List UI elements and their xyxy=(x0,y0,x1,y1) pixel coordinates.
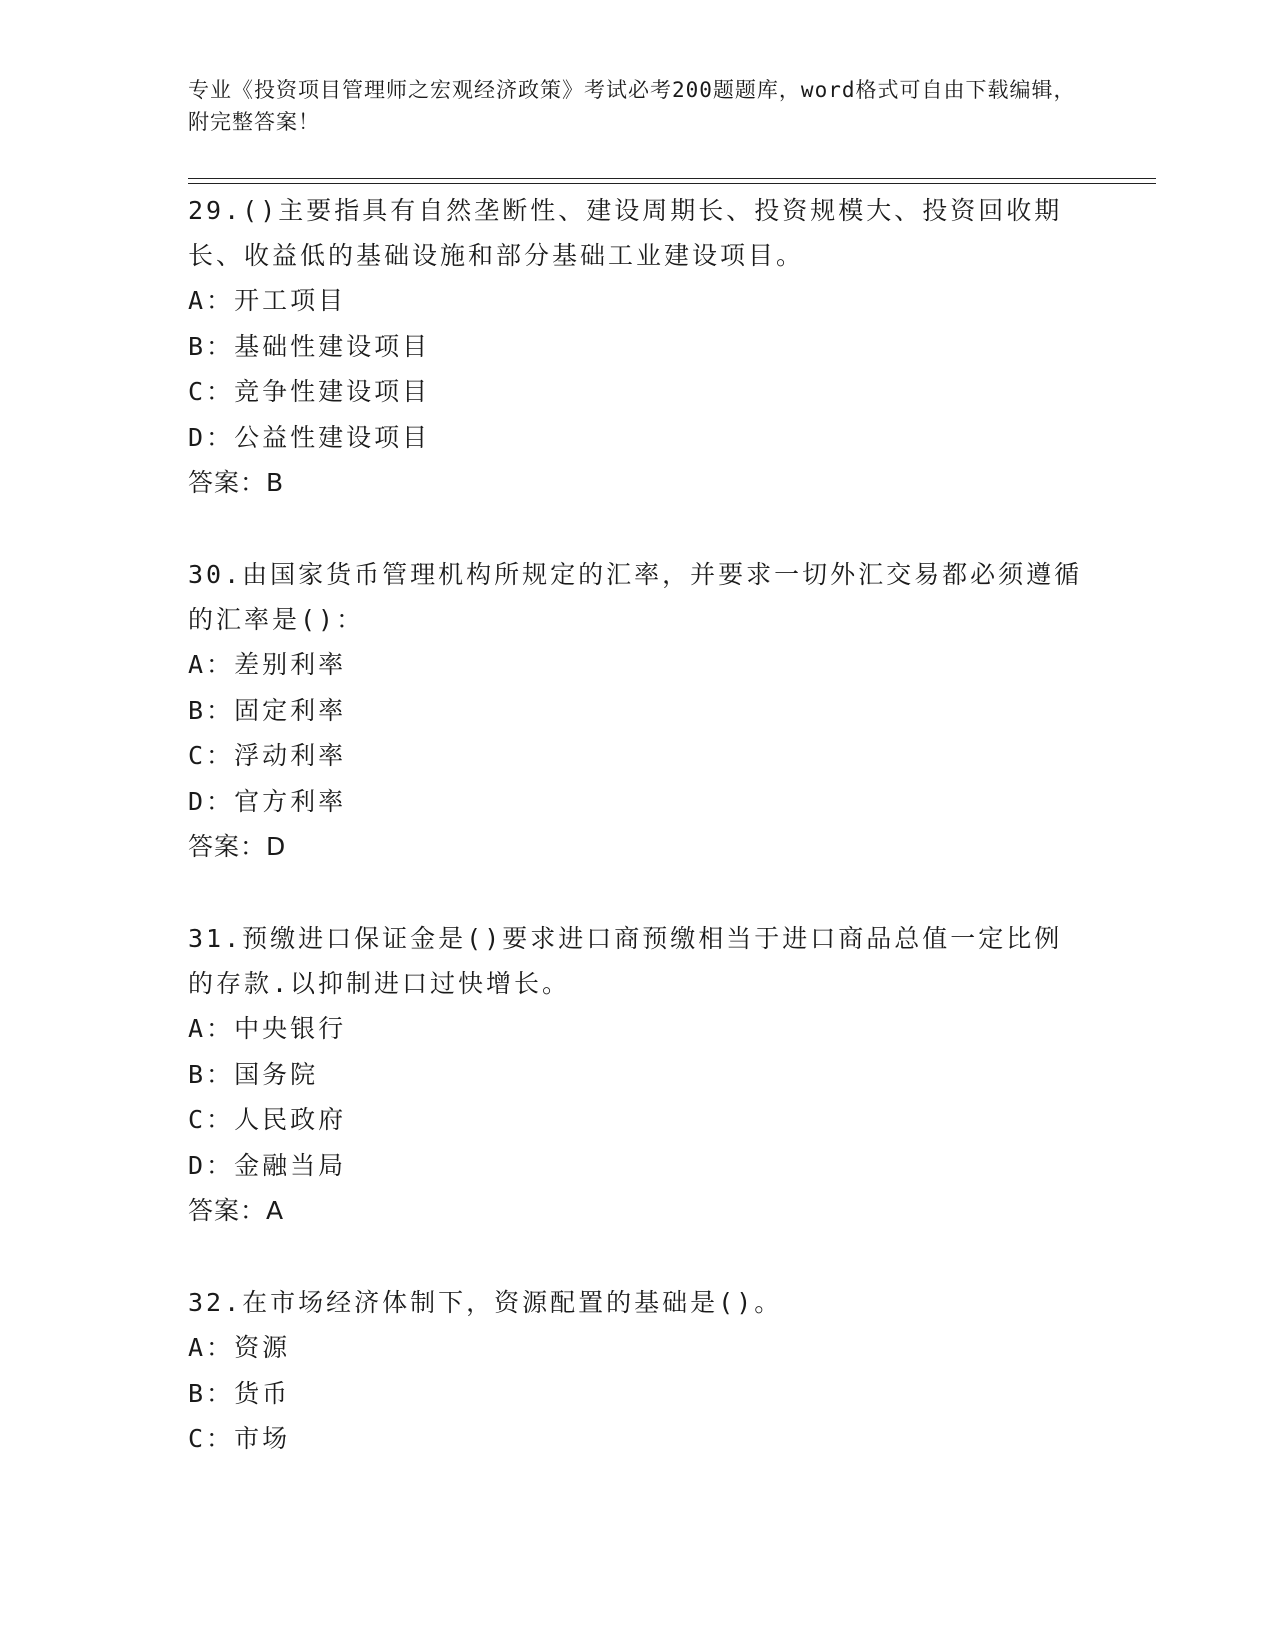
option-key: A： xyxy=(188,650,235,679)
option-text: 中央银行 xyxy=(234,1014,347,1043)
option-d xyxy=(188,779,1088,825)
option-text: 基础性建设项目 xyxy=(234,331,431,361)
option-b xyxy=(188,688,1088,734)
question-stem: 32.在市场经济体制下，资源配置的基础是()。 xyxy=(188,1288,783,1317)
option-key: B： xyxy=(188,1059,235,1089)
document-header: 专业《投资项目管理师之宏观经济政策》考试必考200题题库，word格式可自由下载编辑，附完整答案！ xyxy=(188,78,1076,134)
option-key: D： xyxy=(188,1150,235,1180)
option-d xyxy=(188,415,1088,461)
answer-label: 答案： xyxy=(188,468,267,497)
option-key: A： xyxy=(188,286,235,315)
answer-line xyxy=(188,1188,1088,1233)
option-key: B： xyxy=(188,331,235,361)
option-key: A： xyxy=(188,1014,235,1043)
option-text: 资源 xyxy=(234,1333,291,1362)
header-divider-top xyxy=(188,178,1156,179)
option-d xyxy=(188,1143,1088,1189)
option-b xyxy=(188,1052,1088,1098)
option-a xyxy=(188,1325,1088,1371)
option-key: C： xyxy=(188,377,235,406)
option-text: 浮动利率 xyxy=(234,741,347,770)
answer-line xyxy=(188,824,1088,869)
option-key: C： xyxy=(188,741,235,770)
question-32 xyxy=(188,1280,1088,1462)
answer-label: 答案： xyxy=(188,1196,267,1225)
option-text: 差别利率 xyxy=(234,650,347,679)
option-a xyxy=(188,278,1088,324)
option-b xyxy=(188,324,1088,370)
option-key: D： xyxy=(188,786,235,816)
option-text: 金融当局 xyxy=(234,1150,347,1180)
option-key: C： xyxy=(188,1424,235,1453)
question-list xyxy=(188,188,1088,1509)
option-c xyxy=(188,1097,1088,1143)
answer-value: D xyxy=(266,832,287,861)
question-stem: 30.由国家货币管理机构所规定的汇率，并要求一切外汇交易都必须遵循的汇率是()： xyxy=(188,560,1083,634)
option-text: 货币 xyxy=(234,1378,291,1408)
option-b xyxy=(188,1371,1088,1417)
option-text: 固定利率 xyxy=(234,695,347,725)
option-c xyxy=(188,733,1088,779)
option-text: 人民政府 xyxy=(234,1105,347,1134)
answer-line xyxy=(188,460,1088,505)
question-stem: 29.()主要指具有自然垄断性、建设周期长、投资规模大、投资回收期长、收益低的基础设施和部分基础工业建设项目。 xyxy=(188,196,1063,270)
header-divider-bottom xyxy=(188,183,1156,184)
option-text: 公益性建设项目 xyxy=(234,422,431,452)
option-text: 开工项目 xyxy=(234,286,347,315)
question-31 xyxy=(188,916,1088,1233)
option-key: C： xyxy=(188,1105,235,1134)
option-c xyxy=(188,369,1088,415)
question-stem: 31.预缴进口保证金是()要求进口商预缴相当于进口商品总值一定比例的存款.以抑制进口过快增长。 xyxy=(188,924,1063,998)
option-a xyxy=(188,1006,1088,1052)
answer-value: A xyxy=(266,1196,285,1225)
option-text: 竞争性建设项目 xyxy=(234,377,431,406)
option-key: B： xyxy=(188,695,235,725)
option-text: 市场 xyxy=(234,1424,291,1453)
question-29 xyxy=(188,188,1088,505)
option-c xyxy=(188,1416,1088,1462)
option-text: 国务院 xyxy=(234,1059,319,1089)
option-key: B： xyxy=(188,1378,235,1408)
option-key: D： xyxy=(188,422,235,452)
answer-value: B xyxy=(266,468,285,497)
option-a xyxy=(188,642,1088,688)
option-key: A： xyxy=(188,1333,235,1362)
question-30 xyxy=(188,552,1088,869)
answer-label: 答案： xyxy=(188,832,267,861)
option-text: 官方利率 xyxy=(234,786,347,816)
